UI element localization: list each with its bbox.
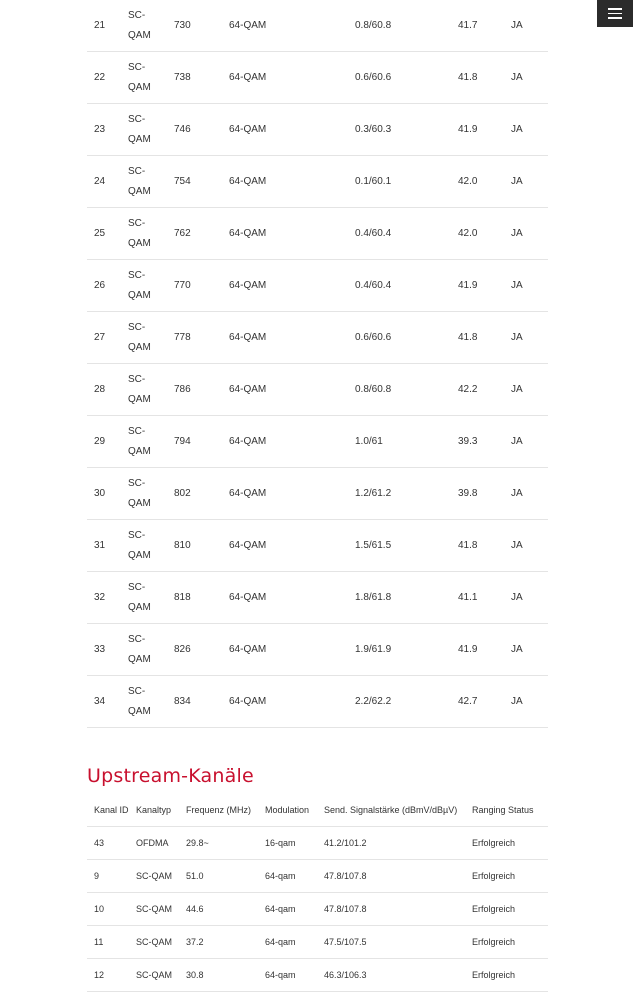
channel-type <box>128 52 174 104</box>
channel-power: 2.2/62.2 <box>355 676 458 728</box>
upstream-modulation: 64-qam <box>265 860 324 893</box>
table-row <box>87 52 548 104</box>
channel-modulation: 64-QAM <box>229 572 355 624</box>
upstream-ranging-status: Erfolgreich <box>472 959 548 992</box>
table-row <box>87 156 548 208</box>
channel-modulation: 64-QAM <box>229 676 355 728</box>
channel-type-bottom: QAM <box>128 445 151 457</box>
channel-type-top: SC- <box>128 581 146 593</box>
channel-type <box>128 260 174 312</box>
channel-type-top: SC- <box>128 165 146 177</box>
channel-snr: 41.8 <box>458 312 511 364</box>
channel-modulation: 64-QAM <box>229 208 355 260</box>
channel-type-top: SC- <box>128 477 146 489</box>
channel-power: 1.8/61.8 <box>355 572 458 624</box>
table-row <box>87 572 548 624</box>
table-row <box>87 520 548 572</box>
upstream-modulation: 64-qam <box>265 959 324 992</box>
channel-type-top: SC- <box>128 61 146 73</box>
channel-lock: JA <box>511 520 548 572</box>
channel-type-bottom: QAM <box>128 549 151 561</box>
channel-frequency: 834 <box>174 676 229 728</box>
channel-frequency: 746 <box>174 104 229 156</box>
hamburger-icon <box>608 8 622 10</box>
channel-id: 27 <box>87 312 128 364</box>
channel-snr: 42.0 <box>458 208 511 260</box>
channel-type <box>128 572 174 624</box>
channel-id: 32 <box>87 572 128 624</box>
channel-frequency: 786 <box>174 364 229 416</box>
channel-lock: JA <box>511 572 548 624</box>
upstream-ranging-status: Erfolgreich <box>472 827 548 860</box>
table-row <box>87 104 548 156</box>
channel-type-top: SC- <box>128 633 146 645</box>
channel-type-bottom: QAM <box>128 237 151 249</box>
channel-snr: 41.7 <box>458 0 511 52</box>
channel-snr: 41.9 <box>458 104 511 156</box>
channel-snr: 42.0 <box>458 156 511 208</box>
hamburger-icon <box>608 13 622 15</box>
upstream-channel-id: 12 <box>87 959 136 992</box>
channel-type <box>128 156 174 208</box>
channel-snr: 41.1 <box>458 572 511 624</box>
channel-id: 22 <box>87 52 128 104</box>
channel-type-bottom: QAM <box>128 341 151 353</box>
channel-frequency: 738 <box>174 52 229 104</box>
upstream-power: 41.2/101.2 <box>324 827 472 860</box>
channel-modulation: 64-QAM <box>229 260 355 312</box>
upstream-power: 47.8/107.8 <box>324 893 472 926</box>
upstream-power: 47.5/107.5 <box>324 926 472 959</box>
channel-id: 30 <box>87 468 128 520</box>
channel-power: 0.6/60.6 <box>355 312 458 364</box>
channel-frequency: 778 <box>174 312 229 364</box>
upstream-channel-type: SC-QAM <box>136 893 186 926</box>
header-modulation: Modulation <box>265 794 324 827</box>
table-row <box>87 208 548 260</box>
upstream-frequency: 29.8~ <box>186 827 265 860</box>
channel-snr: 39.3 <box>458 416 511 468</box>
channel-type-bottom: QAM <box>128 81 151 93</box>
header-ranging-status: Ranging Status <box>472 794 548 827</box>
channel-id: 31 <box>87 520 128 572</box>
channel-id: 26 <box>87 260 128 312</box>
channel-id: 34 <box>87 676 128 728</box>
channel-modulation: 64-QAM <box>229 624 355 676</box>
channel-type-bottom: QAM <box>128 601 151 613</box>
channel-id: 23 <box>87 104 128 156</box>
table-row <box>87 926 548 959</box>
channel-lock: JA <box>511 364 548 416</box>
channel-frequency: 802 <box>174 468 229 520</box>
channel-id: 33 <box>87 624 128 676</box>
channel-power: 0.8/60.8 <box>355 0 458 52</box>
channel-snr: 42.7 <box>458 676 511 728</box>
channel-type-bottom: QAM <box>128 133 151 145</box>
channel-lock: JA <box>511 312 548 364</box>
table-row <box>87 312 548 364</box>
table-row <box>87 468 548 520</box>
channel-power: 1.5/61.5 <box>355 520 458 572</box>
channel-type <box>128 676 174 728</box>
channel-modulation: 64-QAM <box>229 0 355 52</box>
table-row <box>87 260 548 312</box>
channel-type-bottom: QAM <box>128 289 151 301</box>
channel-type <box>128 520 174 572</box>
channel-frequency: 730 <box>174 0 229 52</box>
channel-id: 25 <box>87 208 128 260</box>
channel-frequency: 818 <box>174 572 229 624</box>
upstream-channel-type: SC-QAM <box>136 926 186 959</box>
table-row <box>87 827 548 860</box>
channel-type-top: SC- <box>128 529 146 541</box>
upstream-channel-id: 10 <box>87 893 136 926</box>
channel-snr: 41.9 <box>458 624 511 676</box>
channel-modulation: 64-QAM <box>229 416 355 468</box>
channel-snr: 41.9 <box>458 260 511 312</box>
channel-snr: 39.8 <box>458 468 511 520</box>
channel-modulation: 64-QAM <box>229 156 355 208</box>
upstream-power: 46.3/106.3 <box>324 959 472 992</box>
upstream-channel-id: 43 <box>87 827 136 860</box>
header-frequenz: Frequenz (MHz) <box>186 794 265 827</box>
channel-type-top: SC- <box>128 425 146 437</box>
channel-frequency: 762 <box>174 208 229 260</box>
upstream-frequency: 51.0 <box>186 860 265 893</box>
channel-type-bottom: QAM <box>128 497 151 509</box>
table-row <box>87 676 548 728</box>
channel-snr: 41.8 <box>458 520 511 572</box>
channel-type <box>128 364 174 416</box>
channel-modulation: 64-QAM <box>229 468 355 520</box>
channel-type <box>128 312 174 364</box>
upstream-ranging-status: Erfolgreich <box>472 860 548 893</box>
channel-modulation: 64-QAM <box>229 104 355 156</box>
channel-type-bottom: QAM <box>128 705 151 717</box>
table-row <box>87 416 548 468</box>
channel-type <box>128 468 174 520</box>
channel-lock: JA <box>511 468 548 520</box>
channel-lock: JA <box>511 0 548 52</box>
channel-lock: JA <box>511 208 548 260</box>
channel-type-bottom: QAM <box>128 653 151 665</box>
channel-id: 24 <box>87 156 128 208</box>
upstream-channel-id: 9 <box>87 860 136 893</box>
channel-type <box>128 624 174 676</box>
table-row <box>87 0 548 52</box>
channel-frequency: 770 <box>174 260 229 312</box>
channel-type-bottom: QAM <box>128 29 151 41</box>
channel-lock: JA <box>511 104 548 156</box>
channel-type-top: SC- <box>128 217 146 229</box>
header-signalstaerke: Send. Signalstärke (dBmV/dBµV) <box>324 794 472 827</box>
upstream-ranging-status: Erfolgreich <box>472 926 548 959</box>
upstream-channel-type: OFDMA <box>136 827 186 860</box>
table-row <box>87 860 548 893</box>
upstream-channel-id: 11 <box>87 926 136 959</box>
table-row <box>87 959 548 992</box>
upstream-header-row <box>87 794 548 827</box>
channel-power: 0.6/60.6 <box>355 52 458 104</box>
upstream-frequency: 44.6 <box>186 893 265 926</box>
upstream-frequency: 30.8 <box>186 959 265 992</box>
channel-power: 0.4/60.4 <box>355 208 458 260</box>
channel-id: 28 <box>87 364 128 416</box>
upstream-channel-type: SC-QAM <box>136 959 186 992</box>
upstream-modulation: 16-qam <box>265 827 324 860</box>
channel-type-bottom: QAM <box>128 393 151 405</box>
channel-power: 1.0/61 <box>355 416 458 468</box>
channel-power: 0.3/60.3 <box>355 104 458 156</box>
channel-type-top: SC- <box>128 321 146 333</box>
channel-snr: 42.2 <box>458 364 511 416</box>
channel-type-bottom: QAM <box>128 185 151 197</box>
channel-type-top: SC- <box>128 373 146 385</box>
channel-power: 1.2/61.2 <box>355 468 458 520</box>
channel-type <box>128 0 174 52</box>
menu-button[interactable] <box>597 0 633 27</box>
upstream-modulation: 64-qam <box>265 893 324 926</box>
channel-snr: 41.8 <box>458 52 511 104</box>
channel-type-top: SC- <box>128 269 146 281</box>
channel-lock: JA <box>511 676 548 728</box>
channel-lock: JA <box>511 416 548 468</box>
header-kanaltyp: Kanaltyp <box>136 794 186 827</box>
channel-type-top: SC- <box>128 685 146 697</box>
table-row <box>87 624 548 676</box>
channel-power: 0.4/60.4 <box>355 260 458 312</box>
channel-frequency: 826 <box>174 624 229 676</box>
channel-power: 1.9/61.9 <box>355 624 458 676</box>
table-row <box>87 364 548 416</box>
channel-power: 0.8/60.8 <box>355 364 458 416</box>
upstream-table <box>87 794 548 992</box>
channel-modulation: 64-QAM <box>229 520 355 572</box>
channel-lock: JA <box>511 624 548 676</box>
channel-type-top: SC- <box>128 9 146 21</box>
channel-modulation: 64-QAM <box>229 364 355 416</box>
channel-lock: JA <box>511 260 548 312</box>
upstream-modulation: 64-qam <box>265 926 324 959</box>
channel-id: 29 <box>87 416 128 468</box>
channel-type <box>128 208 174 260</box>
channel-modulation: 64-QAM <box>229 312 355 364</box>
channel-frequency: 754 <box>174 156 229 208</box>
channel-power: 0.1/60.1 <box>355 156 458 208</box>
channel-lock: JA <box>511 156 548 208</box>
channel-id: 21 <box>87 0 128 52</box>
upstream-ranging-status: Erfolgreich <box>472 893 548 926</box>
channel-type <box>128 104 174 156</box>
upstream-channel-type: SC-QAM <box>136 860 186 893</box>
upstream-section-title: Upstream-Kanäle <box>87 765 254 787</box>
header-kanal-id: Kanal ID <box>87 794 136 827</box>
downstream-table <box>87 0 548 728</box>
upstream-power: 47.8/107.8 <box>324 860 472 893</box>
hamburger-icon <box>608 17 622 19</box>
channel-modulation: 64-QAM <box>229 52 355 104</box>
channel-type <box>128 416 174 468</box>
channel-type-top: SC- <box>128 113 146 125</box>
channel-frequency: 794 <box>174 416 229 468</box>
channel-lock: JA <box>511 52 548 104</box>
upstream-frequency: 37.2 <box>186 926 265 959</box>
channel-frequency: 810 <box>174 520 229 572</box>
table-row <box>87 893 548 926</box>
